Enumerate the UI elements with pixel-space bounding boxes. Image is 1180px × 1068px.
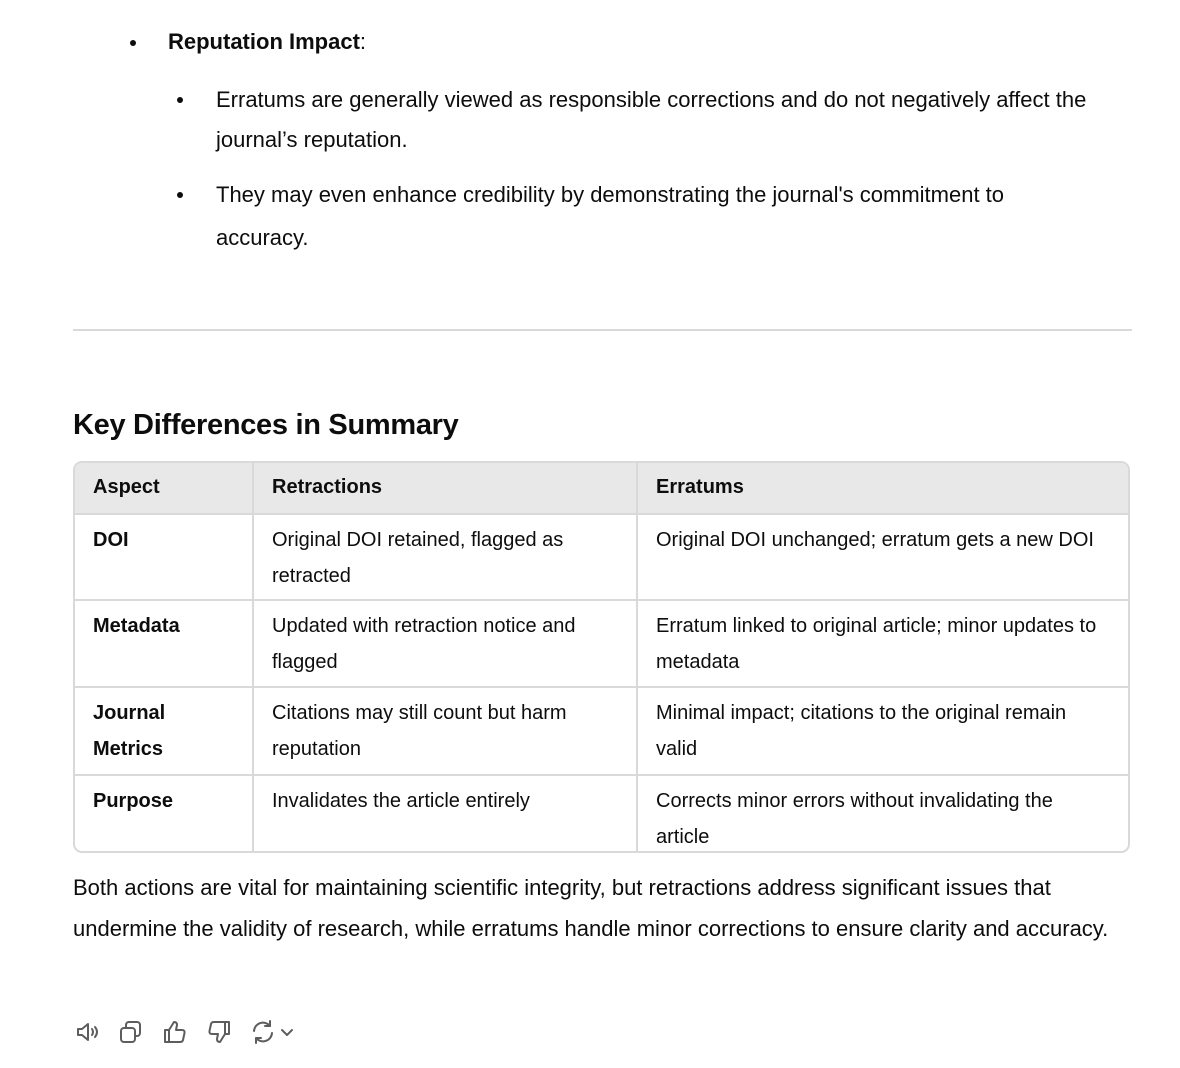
section-heading: Key Differences in Summary (73, 409, 459, 441)
table-cell-erratums: Original DOI unchanged; erratum gets a new DOI (637, 514, 1128, 600)
table-row (75, 514, 1128, 600)
table-row (75, 775, 1128, 853)
chevron-down-icon[interactable] (279, 1018, 295, 1046)
bullet-label (168, 26, 366, 58)
copy-icon[interactable] (117, 1018, 145, 1046)
read-aloud-icon[interactable] (73, 1018, 101, 1046)
sub-bullet-text: Erratums are generally viewed as responsible corrections and do not negatively affect the journal’s reputation. (216, 87, 1087, 152)
bullet-dot (177, 97, 183, 103)
table-cell-aspect: Metadata (75, 600, 253, 687)
table-cell-retractions: Original DOI retained, flagged as retracted (253, 514, 637, 600)
table-cell-retractions: Invalidates the article entirely (253, 775, 637, 853)
bullet-dot (130, 40, 136, 46)
bullet-label-colon: : (359, 29, 367, 54)
regenerate-icon[interactable] (249, 1018, 277, 1046)
table-cell-retractions: Citations may still count but harm reputation (253, 687, 637, 775)
thumbs-up-icon[interactable] (161, 1018, 189, 1046)
table-header-aspect: Aspect (75, 463, 253, 514)
table-row (75, 687, 1128, 775)
table-header-retractions: Retractions (253, 463, 637, 514)
table-header-erratums: Erratums (637, 463, 1128, 514)
table-cell-erratums: Corrects minor errors without invalidating the article (656, 790, 1053, 848)
divider (73, 329, 1132, 331)
table-cell-erratums: Minimal impact; citations to the original remain valid (637, 687, 1128, 775)
message-action-bar (73, 1018, 295, 1046)
table-cell-aspect: Journal Metrics (75, 687, 253, 775)
bullet-dot (177, 192, 183, 198)
table-cell-erratums: Erratum linked to original article; minor updates to metadata (637, 600, 1128, 687)
conclusion-paragraph: Both actions are vital for maintaining scientific integrity, but retractions address significant issues that undermine the validity of research, while erratums handle minor corrections to ensure clarity and accuracy. (73, 875, 1109, 941)
table-cell-aspect: Purpose (75, 775, 253, 853)
table-cell-retractions: Updated with retraction notice and flagged (253, 600, 637, 687)
thumbs-down-icon[interactable] (205, 1018, 233, 1046)
table-row (75, 600, 1128, 687)
sub-bullet (177, 80, 1097, 160)
table-cell-aspect: DOI (75, 514, 253, 600)
comparison-table (73, 461, 1130, 853)
bullet-label-bold: Reputation Impact (168, 29, 360, 54)
table-header-row (75, 463, 1128, 514)
sub-bullet-text: They may even enhance credibility by demonstrating the journal's commitment to accuracy. (216, 182, 1005, 250)
sub-bullet (177, 173, 1097, 259)
